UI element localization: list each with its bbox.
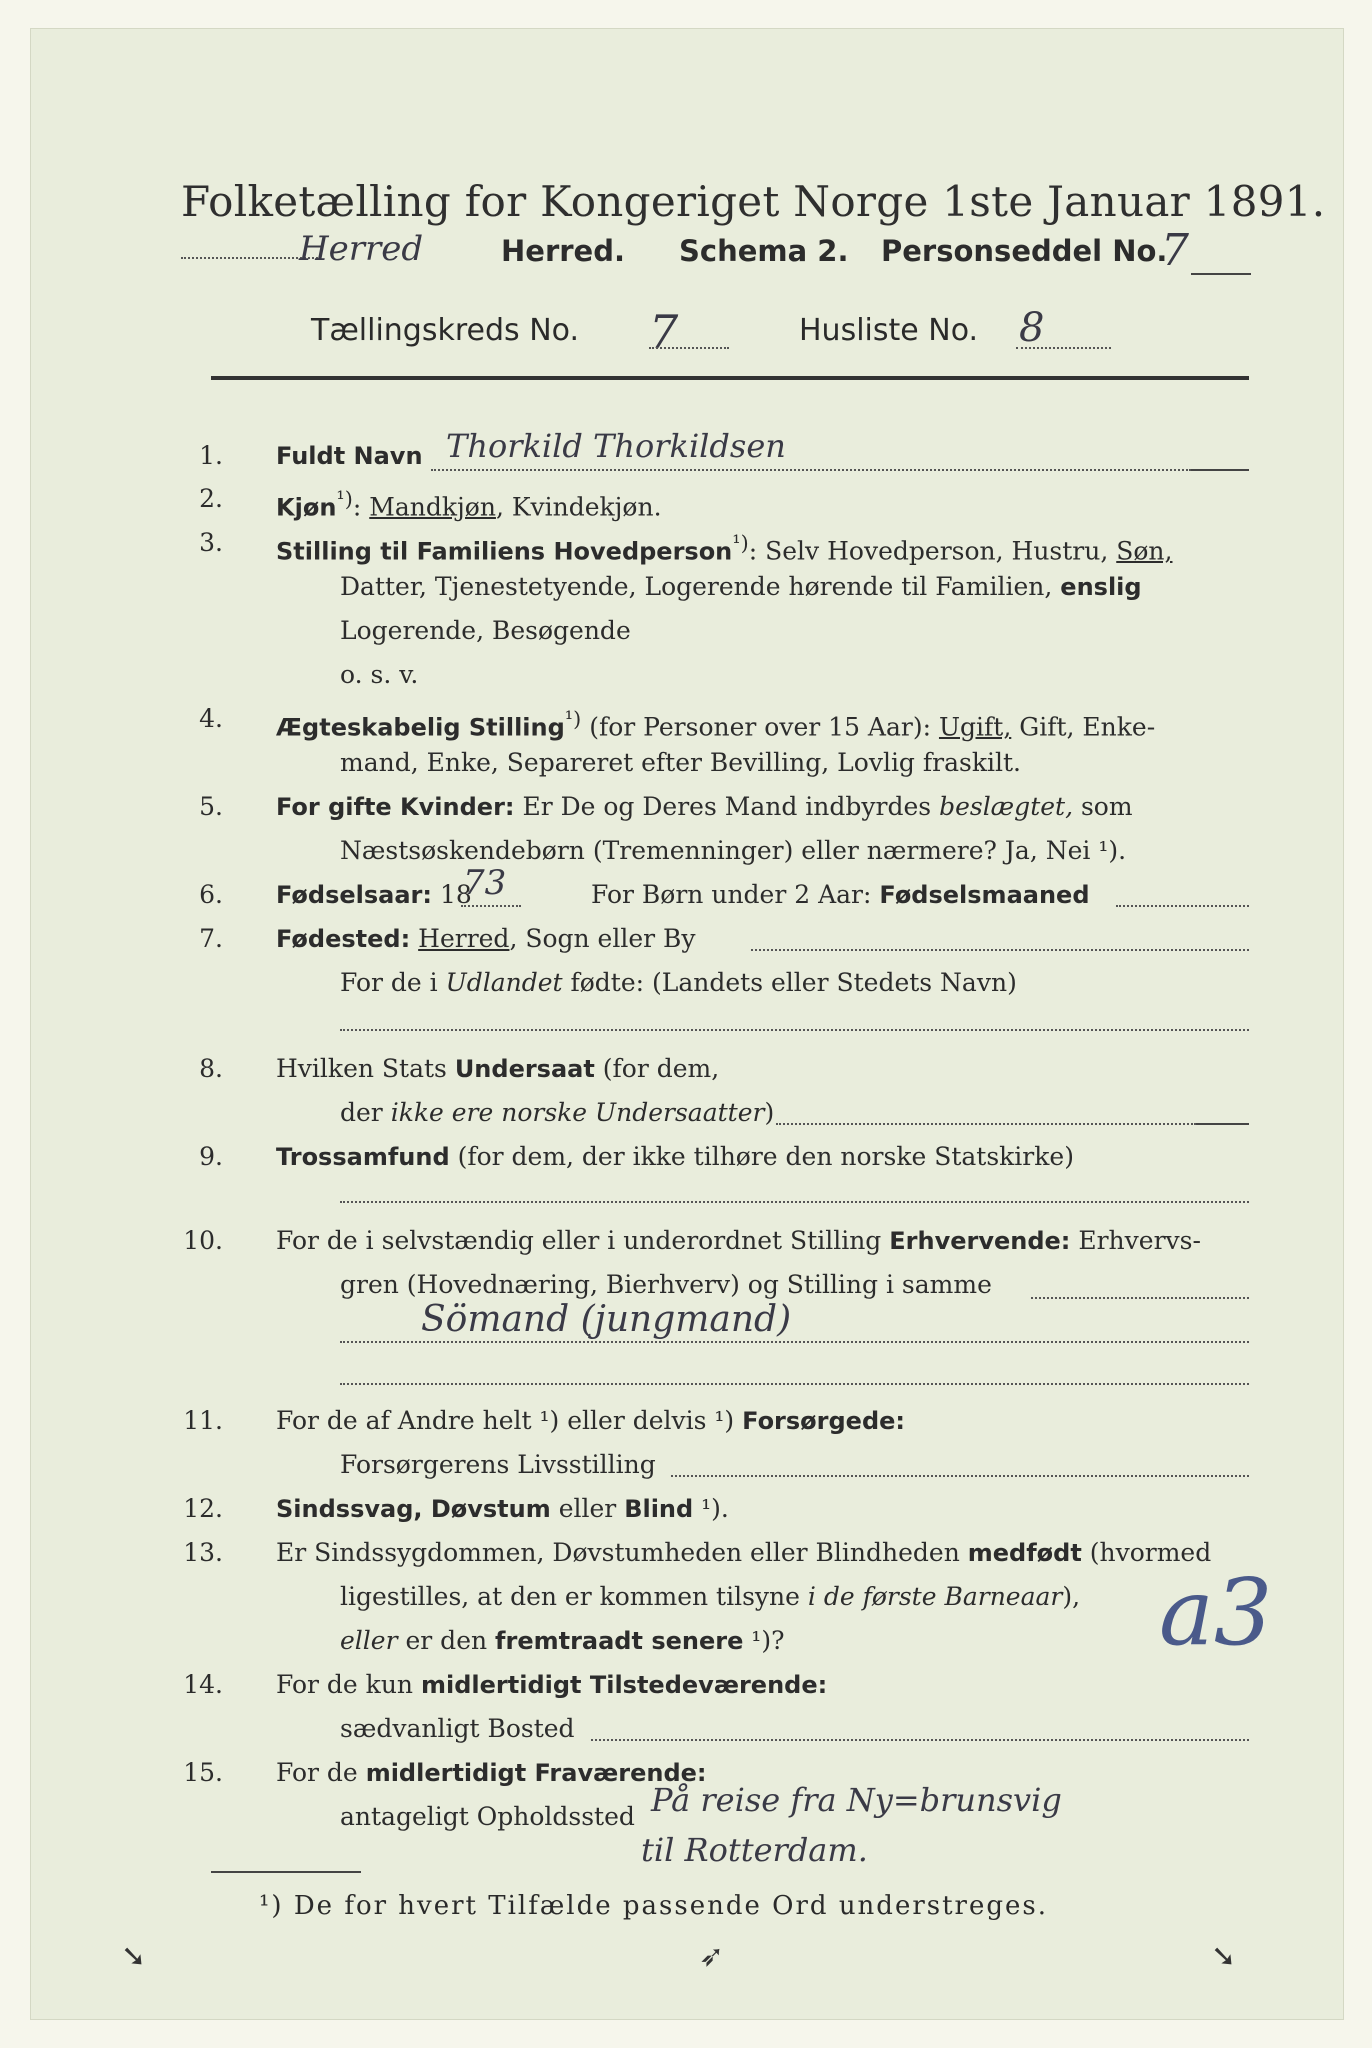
- item-8-line2: [340, 1091, 774, 1135]
- item-14-line2: sædvanligt Bosted: [340, 1714, 575, 1743]
- herred-handwritten: Herred: [299, 229, 424, 269]
- item-8-dotted: [776, 1123, 1196, 1125]
- item-15-label: midlertidigt Fraværende:: [365, 1759, 707, 1787]
- item-10-dotted3: [340, 1383, 1249, 1385]
- item-13-line3: [340, 1619, 785, 1663]
- item-13-eller: eller: [340, 1626, 398, 1655]
- item-8-number: 8.: [199, 1054, 223, 1083]
- scan-mark-center: ➶: [699, 1939, 725, 1974]
- item-4-text: (for Personer over 15 Aar):: [581, 712, 939, 742]
- item-12-label: Sindssvag, Døvstum: [276, 1495, 551, 1523]
- scan-mark-right: ➘: [1211, 1939, 1237, 1974]
- scan-mark-left: ➘: [121, 1939, 147, 1974]
- item-6-text2: For Børn under 2 Aar:: [591, 880, 872, 909]
- item-13-line2b: ),: [1062, 1582, 1081, 1611]
- item-6-dotted2: [1116, 905, 1249, 907]
- herred-label: Herred.: [501, 234, 625, 268]
- item-14-label: midlertidigt Tilstedeværende:: [420, 1671, 828, 1699]
- item-13-text2: (hvormed: [1081, 1538, 1212, 1567]
- item-12-text: eller: [550, 1494, 625, 1523]
- item-4-sup: ¹): [564, 707, 582, 731]
- item-5-number: 5.: [199, 792, 223, 821]
- item-10-label: Erhvervende:: [889, 1227, 1071, 1255]
- item-2-sup: ¹): [336, 487, 353, 511]
- occupation-value: Sömand (jungmand): [421, 1299, 792, 1340]
- item-3-enslig: enslig: [1060, 573, 1142, 601]
- item-15-line2: antageligt Opholdssted: [340, 1802, 635, 1831]
- item-13-line2: [340, 1575, 1080, 1619]
- item-6-label2: Fødselsmaaned: [879, 881, 1090, 909]
- item-14-dotted: [591, 1739, 1249, 1741]
- item-4-label: Ægteskabelig Stilling: [276, 713, 565, 742]
- item-3-number: 3.: [199, 528, 223, 557]
- item-3-line3: Logerende, Besøgende: [340, 616, 631, 645]
- item-10-dotted: [1031, 1297, 1249, 1299]
- item-1-label: Fuldt Navn: [276, 442, 423, 470]
- item-5-line2: Næstsøskendebørn (Tremenninger) eller nærmere? Ja, Nei ¹).: [340, 836, 1127, 865]
- item-10-number: 10.: [183, 1226, 223, 1255]
- item-7-line2b: fødte: (Landets eller Stedets Navn): [562, 968, 1017, 997]
- taellingskreds-number: 7: [649, 305, 679, 359]
- taellingskreds-label: Tællingskreds No.: [311, 313, 579, 348]
- husliste-label: Husliste No.: [799, 313, 979, 348]
- item-4-ugift: Ugift,: [938, 712, 1012, 742]
- item-7-label: Fødested:: [276, 925, 411, 953]
- item-8-line-end: [1196, 1123, 1249, 1125]
- item-6-number: 6.: [199, 880, 223, 909]
- margin-note: a3: [1159, 1559, 1273, 1666]
- item-3-line4: o. s. v.: [340, 660, 419, 689]
- item-6-part2: [591, 873, 1090, 917]
- item-8-italic: ikke ere norske Undersaatter: [390, 1098, 765, 1127]
- item-7-herred: Herred: [418, 924, 510, 953]
- item-15-text: For de: [276, 1758, 366, 1787]
- item-6-label: Fødselsaar:: [276, 881, 432, 909]
- item-11-line2: Forsørgerens Livsstilling: [340, 1450, 656, 1479]
- full-name-value: Thorkild Thorkildsen: [446, 427, 786, 465]
- item-13-line3b: fremtraadt senere: [495, 1627, 744, 1655]
- item-13-italic: i de første Barneaar: [807, 1582, 1063, 1611]
- item-13-text: Er Sindssygdommen, Døvstumheden eller Blindheden: [276, 1538, 968, 1567]
- item-6-year-prefix: 18: [439, 880, 472, 909]
- item-8-text2: (for dem,: [594, 1054, 720, 1083]
- item-11-dotted: [671, 1475, 1249, 1477]
- item-2-text: :: [352, 492, 370, 522]
- item-2-number: 2.: [199, 484, 223, 513]
- item-7-line2: [340, 961, 1017, 1005]
- item-10-text2: Erhvervs-: [1070, 1226, 1201, 1255]
- taellingskreds-dotted: [649, 347, 729, 349]
- item-11-text: For de af Andre helt ¹) eller delvis ¹): [276, 1406, 743, 1435]
- item-14-number: 14.: [183, 1670, 223, 1699]
- item-3-line2-text: Datter, Tjenestetyende, Logerende hørende til Familien,: [340, 572, 1053, 601]
- item-6-dotted: [461, 905, 521, 907]
- item-11-label: Forsørgede:: [742, 1407, 906, 1435]
- item-10-text: For de i selvstændig eller i underordnet Stilling: [276, 1226, 890, 1255]
- item-15-number: 15.: [183, 1758, 223, 1787]
- item-9-number: 9.: [199, 1142, 223, 1171]
- husliste-dotted: [1016, 347, 1111, 349]
- item-10-line2: gren (Hovednæring, Bierhverv) og Stilling i samme: [340, 1270, 992, 1299]
- item-9-label: Trossamfund: [276, 1143, 450, 1171]
- item-7-number: 7.: [199, 924, 223, 953]
- item-13-line2a: ligestilles, at den er kommen tilsyne: [340, 1582, 808, 1611]
- item-5-italic: beslægtet,: [939, 792, 1074, 821]
- item-7-udlandet: Udlandet: [445, 968, 563, 997]
- item-8-text: Hvilken Stats: [276, 1054, 455, 1083]
- item-10-dotted2: [340, 1341, 1249, 1343]
- residence-value-2: til Rotterdam.: [641, 1831, 868, 1869]
- item-4-line2: mand, Enke, Separeret efter Bevilling, Lovlig fraskilt.: [340, 748, 1021, 777]
- personseddel-line: [1191, 273, 1251, 275]
- item-7-dotted2: [340, 1029, 1249, 1031]
- item-12-text2: ¹).: [693, 1494, 729, 1523]
- item-5-label: For gifte Kvinder:: [276, 793, 515, 821]
- item-1-line-end: [1191, 469, 1249, 471]
- item-4-text2: Gift, Enke-: [1011, 712, 1156, 742]
- item-12-label2: Blind: [624, 1495, 694, 1523]
- item-13-line3c: ¹)?: [743, 1626, 785, 1655]
- item-8-label: Undersaat: [454, 1055, 595, 1083]
- item-9-dotted: [340, 1201, 1249, 1203]
- item-3-son: Søn,: [1116, 536, 1173, 566]
- item-3-line2: [340, 565, 1142, 609]
- footnote: ¹) De for hvert Tilfælde passende Ord understreges.: [259, 1891, 1049, 1921]
- item-1-dotted: [431, 469, 1191, 471]
- form-title: Folketælling for Kongeriget Norge 1ste Januar 1891.: [181, 177, 1326, 226]
- item-5-text2: som: [1073, 792, 1133, 821]
- item-9-text: (for dem, der ikke tilhøre den norske Statskirke): [449, 1142, 1074, 1171]
- item-2-label: Kjøn: [276, 493, 337, 522]
- item-8-line2a: der: [340, 1098, 391, 1127]
- census-form: [30, 28, 1344, 2020]
- personseddel-label: Personseddel No.: [881, 234, 1168, 268]
- item-3-text: : Selv Hovedperson, Hustru,: [748, 536, 1117, 566]
- item-3-label: Stilling til Familiens Hovedperson: [276, 537, 733, 566]
- item-4-number: 4.: [199, 704, 223, 733]
- item-5-text: Er De og Deres Mand indbyrdes: [514, 792, 940, 821]
- header-divider: [211, 376, 1249, 380]
- item-13-line3a: er den: [397, 1626, 496, 1655]
- personseddel-number: 7: [1161, 225, 1189, 276]
- item-1-number: 1.: [199, 441, 223, 470]
- footnote-divider: [211, 1871, 361, 1873]
- item-3-sup: ¹): [732, 531, 749, 555]
- item-12-number: 12.: [183, 1494, 223, 1523]
- item-2-kvindekjon: , Kvindekjøn.: [495, 492, 662, 522]
- residence-value-1: På reise fra Ny=brunsvig: [651, 1781, 1062, 1819]
- item-8-line2b: ): [764, 1098, 775, 1127]
- item-13-number: 13.: [183, 1538, 223, 1567]
- birth-year-value: 73: [463, 863, 507, 903]
- item-7-dotted: [751, 949, 1249, 951]
- husliste-number: 8: [1019, 305, 1045, 351]
- schema-label: Schema 2.: [679, 234, 849, 268]
- item-7-text: , Sogn eller By: [509, 924, 696, 953]
- item-11-number: 11.: [183, 1406, 223, 1435]
- item-7-line2a: For de i: [340, 968, 446, 997]
- item-13-label: medfødt: [967, 1539, 1082, 1567]
- item-2-mandkjon: Mandkjøn: [369, 492, 496, 522]
- item-14-text: For de kun: [276, 1670, 421, 1699]
